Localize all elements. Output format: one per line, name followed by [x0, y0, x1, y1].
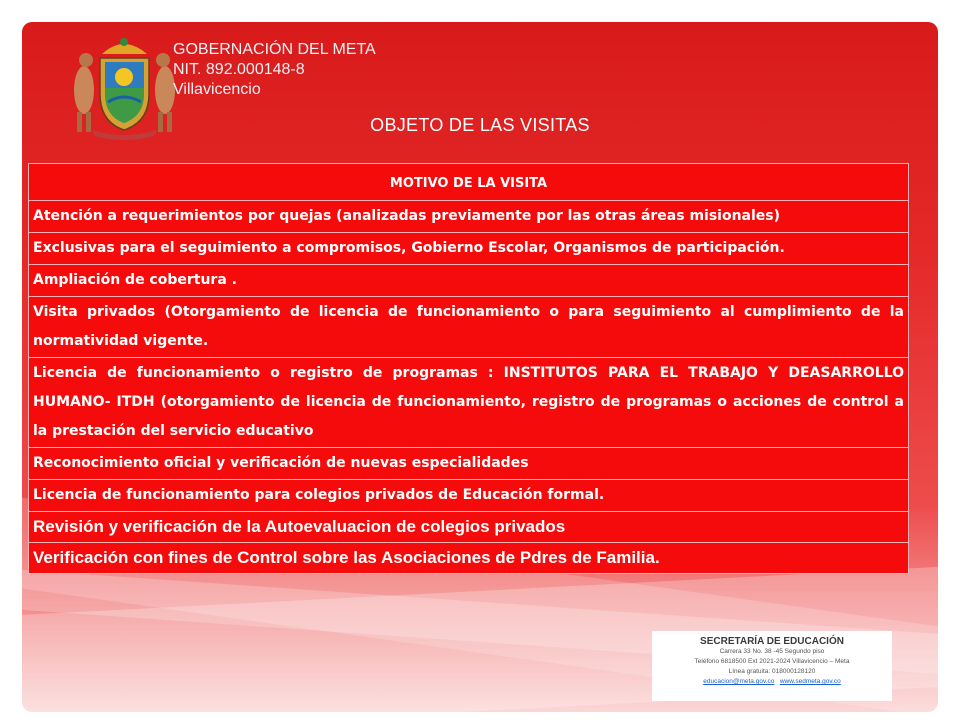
table-row — [29, 201, 909, 233]
table-cell: Reconocimiento oficial y verificación de nuevas especialidades — [29, 448, 909, 480]
table-row — [29, 448, 909, 480]
organization-nit: NIT. 892.000148-8 — [173, 61, 305, 78]
table-header-row — [29, 164, 909, 201]
table-cell: Revisión y verificación de la Autoevaluacion de colegios privados — [29, 512, 909, 543]
email-link[interactable]: educacion@meta.gov.co — [703, 678, 775, 685]
table-row — [29, 297, 909, 358]
table-row — [29, 265, 909, 297]
contact-footer — [652, 631, 892, 701]
table-cell: Verificación con fines de Control sobre las Asociaciones de Pdres de Familia. — [29, 543, 909, 574]
table-row — [29, 543, 909, 574]
visit-reasons-table — [28, 163, 909, 574]
table-row — [29, 480, 909, 512]
organization-city: Villavicencio — [173, 81, 261, 98]
footer-hotline: Línea gratuita: 018000128120 — [728, 668, 816, 675]
table-cell: Atención a requerimientos por quejas (analizadas previamente por las otras áreas misionales) — [29, 201, 909, 233]
table-cell: Visita privados (Otorgamiento de licencia de funcionamiento o para seguimiento al cumplimiento de la normatividad vigente. — [29, 297, 909, 358]
table-cell: Licencia de funcionamiento para colegios privados de Educación formal. — [29, 480, 909, 512]
organization-name: GOBERNACIÓN DEL META — [173, 41, 376, 58]
footer-links — [652, 677, 892, 687]
website-link[interactable]: www.sedmeta.gov.co — [779, 678, 841, 685]
table-row — [29, 512, 909, 543]
table-cell: Ampliación de cobertura . — [29, 265, 909, 297]
organization-info — [173, 40, 376, 100]
table-header-cell: MOTIVO DE LA VISITA — [29, 164, 909, 201]
page-title: OBJETO DE LAS VISITAS — [370, 115, 590, 135]
table-row — [29, 358, 909, 448]
table-row — [29, 233, 909, 265]
footer-address: Carrera 33 No. 38 -45 Segundo piso — [719, 648, 825, 655]
table-cell: Licencia de funcionamiento o registro de programas : INSTITUTOS PARA EL TRABAJO Y DEASARROLLO HUMANO- ITDH (otorgamiento de licencia de funcionamiento, registro de programas o acciones de control a la prestación del servicio educativo — [29, 358, 909, 448]
slide — [22, 22, 938, 712]
table-cell: Exclusivas para el seguimiento a compromisos, Gobierno Escolar, Organismos de participación. — [29, 233, 909, 265]
footer-title: SECRETARÍA DE EDUCACIÓN — [700, 636, 844, 647]
footer-phone: Teléfono 6818500 Ext 2021-2024 Villavicencio – Meta — [694, 658, 850, 665]
